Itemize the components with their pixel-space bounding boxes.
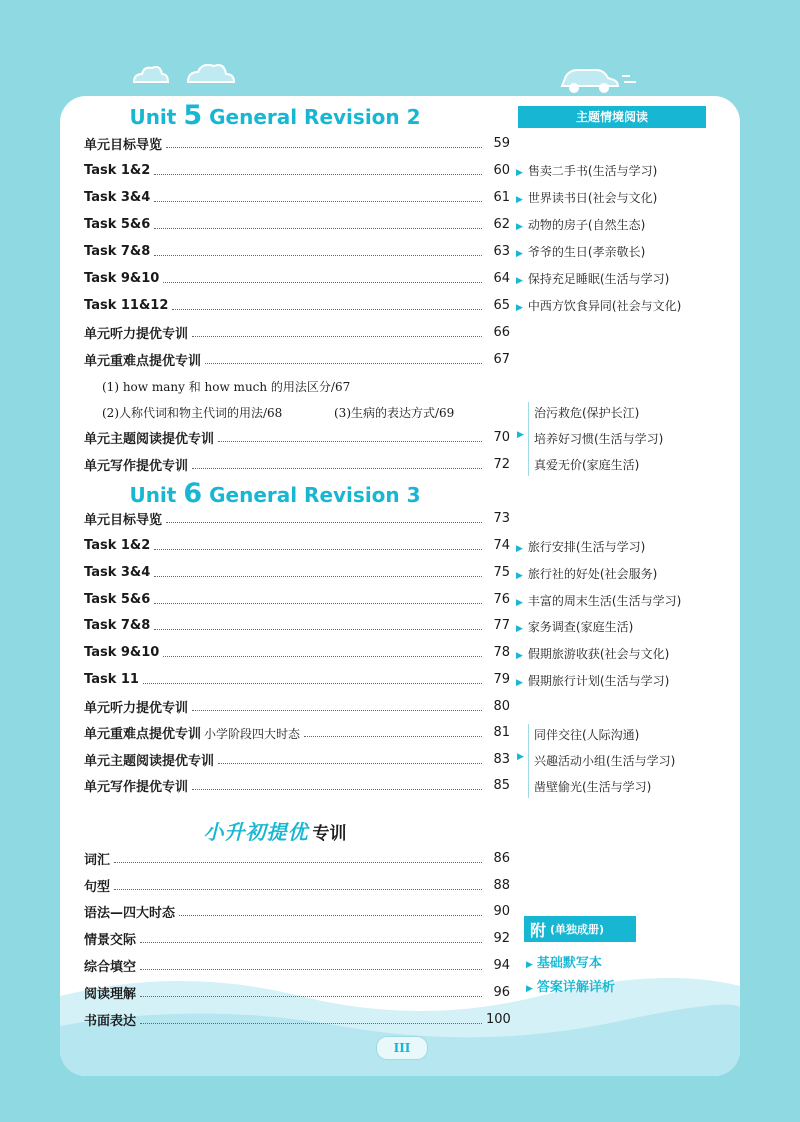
toc-row[interactable]: Task 7&8 63 <box>84 243 510 259</box>
appendix-badge: 附 (单独成册) <box>524 916 636 942</box>
car-icon <box>556 62 646 96</box>
sidebar-item[interactable]: 凿壁偷光(生活与学习) <box>534 780 652 794</box>
triangle-right-icon: ▶ <box>517 430 524 440</box>
triangle-right-icon: ▶ <box>517 752 524 762</box>
triangle-right-icon: ▶ <box>526 984 533 994</box>
cloud-decoration <box>130 58 240 88</box>
triangle-right-icon: ▶ <box>516 678 523 688</box>
sidebar-item[interactable]: ▶ 旅行安排(生活与学习) <box>516 540 646 554</box>
toc-row[interactable]: Task 7&8 77 <box>84 617 510 633</box>
triangle-right-icon: ▶ <box>516 195 523 205</box>
sidebar-item[interactable]: 真爱无价(家庭生活) <box>534 458 640 472</box>
triangle-right-icon: ▶ <box>516 544 523 554</box>
unit5-title: Unit 5 General Revision 2 <box>129 100 421 131</box>
toc-row[interactable]: 语法—四大时态 90 <box>84 903 510 921</box>
unit6-title: Unit 6 General Revision 3 <box>129 478 421 509</box>
sidebar-item[interactable]: 治污救危(保护长江) <box>534 406 640 420</box>
triangle-right-icon: ▶ <box>516 222 523 232</box>
toc-row[interactable]: 单元重难点提优专训 67 <box>84 351 510 369</box>
triangle-right-icon: ▶ <box>516 276 523 286</box>
sidebar-item[interactable]: ▶ 中西方饮食异同(社会与文化) <box>516 299 682 313</box>
toc-row[interactable]: Task 9&10 64 <box>84 270 510 286</box>
toc-row[interactable]: 单元写作提优专训 72 <box>84 456 510 474</box>
toc-row[interactable]: Task 5&6 76 <box>84 591 510 607</box>
toc-row[interactable]: Task 1&2 74 <box>84 537 510 553</box>
triangle-right-icon: ▶ <box>516 168 523 178</box>
toc-row[interactable]: Task 3&4 61 <box>84 189 510 205</box>
sidebar-item[interactable]: 培养好习惯(生活与学习) <box>534 432 664 446</box>
toc-row[interactable]: 单元写作提优专训 85 <box>84 777 510 795</box>
toc-subline[interactable]: (1) how many 和 how much 的用法区分/67 <box>102 380 351 394</box>
toc-row[interactable]: 书面表达 100 <box>84 1011 511 1029</box>
toc-row[interactable]: Task 11 79 <box>84 671 510 687</box>
triangle-right-icon: ▶ <box>516 249 523 259</box>
triangle-right-icon: ▶ <box>526 960 533 970</box>
contents-sheet <box>60 96 740 1076</box>
sidebar-item[interactable]: ▶ 家务调查(家庭生活) <box>516 620 634 634</box>
sidebar-item[interactable]: ▶ 世界读书日(社会与文化) <box>516 191 658 205</box>
appendix-item[interactable]: ▶ 答案详解详析 <box>526 980 615 995</box>
sidebar-item[interactable]: ▶ 旅行社的好处(社会服务) <box>516 567 658 581</box>
toc-row[interactable]: 阅读理解 96 <box>84 984 510 1002</box>
toc-subline[interactable]: (2)人称代词和物主代词的用法/68 <box>102 406 283 420</box>
sidebar-item[interactable]: ▶ 爷爷的生日(孝亲敬长) <box>516 245 646 259</box>
toc-subline[interactable]: (3)生病的表达方式/69 <box>334 406 455 420</box>
toc-row[interactable]: 情景交际 92 <box>84 930 510 948</box>
triangle-right-icon: ▶ <box>516 303 523 313</box>
toc-row[interactable]: 单元重难点提优专训 小学阶段四大时态 81 <box>84 724 510 742</box>
triangle-right-icon: ▶ <box>516 571 523 581</box>
toc-row[interactable]: 单元听力提优专训 66 <box>84 324 510 342</box>
sidebar-item[interactable]: ▶ 保持充足睡眠(生活与学习) <box>516 272 670 286</box>
toc-row[interactable]: 综合填空 94 <box>84 957 510 975</box>
toc-row[interactable]: 单元目标导览 73 <box>84 510 510 528</box>
sidebar-item[interactable]: 兴趣活动小组(生活与学习) <box>534 754 676 768</box>
toc-row[interactable]: 单元主题阅读提优专训 70 <box>84 429 510 447</box>
sidebar-header: 主题情境阅读 <box>518 106 706 128</box>
sidebar-item[interactable]: ▶ 假期旅游收获(社会与文化) <box>516 647 670 661</box>
toc-row[interactable]: Task 3&4 75 <box>84 564 510 580</box>
sidebar-item[interactable]: ▶ 假期旅行计划(生活与学习) <box>516 674 670 688</box>
toc-row[interactable]: 句型 88 <box>84 877 510 895</box>
page-number: III <box>376 1036 428 1060</box>
toc-row[interactable]: 单元主题阅读提优专训 83 <box>84 751 510 769</box>
toc-row[interactable]: 词汇 86 <box>84 850 510 868</box>
sidebar-item[interactable]: ▶ 丰富的周末生活(生活与学习) <box>516 594 682 608</box>
triangle-right-icon: ▶ <box>516 598 523 608</box>
toc-row[interactable]: Task 5&6 62 <box>84 216 510 232</box>
sidebar-item[interactable]: 同伴交往(人际沟通) <box>534 728 640 742</box>
toc-row[interactable]: Task 11&12 65 <box>84 297 510 313</box>
triangle-right-icon: ▶ <box>516 624 523 634</box>
sidebar-item[interactable]: ▶ 动物的房子(自然生态) <box>516 218 646 232</box>
toc-row[interactable]: Task 9&10 78 <box>84 644 510 660</box>
toc-row[interactable]: Task 1&2 60 <box>84 162 510 178</box>
toc-row[interactable]: 单元目标导览 59 <box>84 135 510 153</box>
appendix-item[interactable]: ▶ 基础默写本 <box>526 956 602 971</box>
triangle-right-icon: ▶ <box>516 651 523 661</box>
sidebar-item[interactable]: ▶ 售卖二手书(生活与学习) <box>516 164 658 178</box>
special-section-title: 小升初提优 专训 <box>203 820 347 844</box>
toc-row[interactable]: 单元听力提优专训 80 <box>84 698 510 716</box>
